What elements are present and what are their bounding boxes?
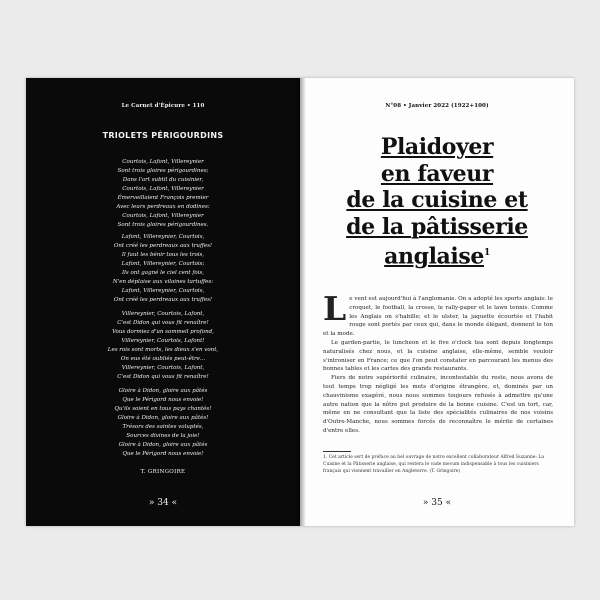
poem-line: Gloire à Didon, gloire aux pâtés!: [117, 415, 209, 421]
spine-gutter: [294, 78, 306, 526]
poem-line: Sources divines de la joie!: [126, 433, 200, 439]
drop-cap: L: [323, 289, 347, 328]
title-line: de la pâtisserie: [346, 213, 528, 240]
poem-line: Courtois, Lafont, Villereynier: [122, 159, 204, 165]
right-page: [300, 78, 574, 526]
footnote: 1. Cet article sert de préface au bel ouvrage de notre excellent collaborateur Alfred Suzanne: La Cuisine et la Pâtisserie anglaise, qui restera le vade mecum indispensable à tous les cuisiniers français qui viennent travailler en Angleterre. (T. Gringoire): [323, 455, 545, 474]
poem-line: Ont créé les perdreaux aux truffes!: [113, 297, 213, 303]
paragraph-text: e vent est aujourd'hui à l'anglomanie. On a adopté les sports anglais: le croquet, le football, la crosse, le rally-paper et le lawn tennis. Comme les Anglais on s'habille; et le ulster, la jaquette écourtée et l'habit rouge sont portés par ceux qui, dans le monde élégant, donnent le ton et la mode.: [323, 296, 553, 338]
poem-stanza-3: [26, 310, 300, 382]
poem-line: Les rois sont morts, les dieux s'en vont,: [107, 347, 219, 353]
poem-line: Émerveillaient François premier: [117, 195, 209, 201]
poem-line: Gloire à Didon, gloire aux pâtés: [118, 388, 208, 394]
poem-line: Que le Périgord nous envoie!: [122, 451, 204, 457]
poem-line: Lafont, Villereynier, Courtois,: [121, 234, 205, 240]
footnote-divider: [323, 451, 351, 452]
title-line: anglaise: [384, 243, 484, 270]
page-number-left: » 34 «: [148, 498, 178, 508]
poem-stanza-1: [26, 158, 300, 230]
poem-line: Villereynier, Courtois, Lafont,: [121, 311, 205, 317]
poem-line: Courtois, Lafont, Villereynier: [122, 213, 204, 219]
title-line: en faveur: [380, 160, 494, 187]
poem-line: Lafont, Villereynier, Courtois,: [121, 288, 205, 294]
poem-line: Ils ont gagné le ciel cent fois,: [121, 270, 205, 276]
poem-line: Vous dormiez d'un sommeil profond,: [112, 329, 214, 335]
poem-line: Ont créé les perdreaux aux truffes!: [113, 243, 213, 249]
poem-line: Gloire à Didon, gloire aux pâtés: [118, 442, 208, 448]
poem-stanza-2: [26, 233, 300, 305]
paragraph: [323, 289, 553, 339]
poem-line: Sont trois gloires périgourdines.: [117, 222, 209, 228]
footnote-mark: 1: [483, 248, 490, 258]
poem-line: Que le Périgord nous envoie!: [122, 397, 204, 403]
poem-line: Courtois, Lafont, Villereynier: [122, 186, 204, 192]
poem-line: C'est Didon qui vous fit renaître!: [117, 320, 209, 326]
poem-line: Trésors des saintes voluptés,: [122, 424, 204, 430]
poem-line: Dans l'art subtil du cuisinier,: [122, 177, 204, 183]
poem-line: Il faut les bénir tous les trois,: [121, 252, 205, 258]
title-line: de la cuisine et: [346, 187, 528, 213]
poem-stanza-4: [26, 387, 300, 459]
poem-line: Avec leurs perdreaux en dodines:: [116, 204, 210, 210]
running-head-right: N°08 • Janvier 2022 (1922+100): [385, 103, 489, 109]
poem-line: C'est Didon qui vous fit renaître!: [117, 374, 209, 380]
poem-line: Qu'ils soient en tous pays chantés!: [114, 406, 212, 412]
poem-title: TRIOLETS PÉRIGOURDINS: [102, 131, 224, 140]
running-head-left: Le Carnet d'Épicure • 110: [121, 103, 205, 109]
poem-line: Sont trois gloires périgourdines;: [117, 168, 209, 174]
poem-line: Villereynier, Courtois, Lafont!: [121, 338, 205, 344]
title-line: Plaidoyer: [380, 134, 494, 160]
page-number-right: » 35 «: [422, 498, 452, 508]
article-title: [300, 134, 574, 270]
paragraph: Fiers de notre supériorité culinaire, incontestable du reste, nous avons de tout temps trop négligé les mets d'origine étrangère, et, dominés par un chauvinisme exagéré, nous nous sommes toujours refusés à admettre qu'une autre nation que la nôtre put produire de la bonne cuisine. C'est un tort, car, même en ne consultant que la liste des spécialités culinaires de nos voisins d'Outre-Manche, nous sommes forcés de reconnaître le mérite de certaines d'entre elles.: [323, 375, 553, 434]
article-body: [323, 289, 553, 436]
poem-line: N'en déplaise aux vilaines tartuffes:: [112, 279, 214, 285]
left-page: [26, 78, 300, 526]
poem-line: Lafont, Villereynier, Courtois;: [121, 261, 205, 267]
poem-line: On eus été oubliés peut-être...: [120, 356, 206, 362]
poem-signature: T. GRINGOIRE: [140, 469, 186, 475]
paragraph: Le garden-partie, le luncheon et le five o'clock tea sont depuis longtemps naturalisés chez nous, et la cuisine anglaise, elle-même, semble vouloir s'introniser en France; ce que l'on peut constater en parcourant les menus des bonnes tables et les cartes des grands restaurants.: [323, 339, 553, 373]
poem-line: Villereynier, Courtois, Lafont,: [121, 365, 205, 371]
